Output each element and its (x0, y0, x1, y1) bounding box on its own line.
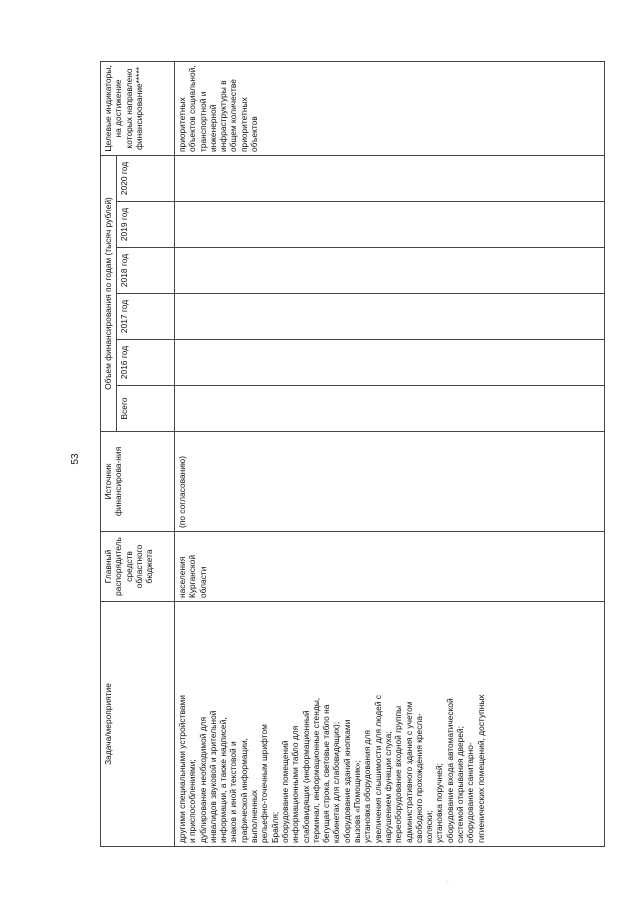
administrator-cell: населения Курганской области (175, 532, 605, 602)
task-line: графической информации, (238, 738, 249, 843)
task-line: оборудование санитарно- (465, 742, 476, 843)
task-line: Брайля; (269, 811, 280, 843)
header-task: Задача/мероприятие (101, 602, 175, 847)
task-line: нарушением функции слуха; (382, 731, 393, 843)
header-administrator: Главный распорядитель средств областного бюджета (101, 532, 175, 602)
task-line: вызова «Помощник»; (352, 760, 363, 843)
task-line: оборудование помещений (279, 740, 290, 843)
task-line: увеличения слышимости для людей с (372, 695, 383, 843)
header-year-2018: 2018 год (117, 248, 175, 294)
total-cell (175, 386, 605, 432)
task-line: оборудование зданий кнопками (341, 719, 352, 843)
indicators-cell: приоритетных объектов социальной, транспортной и инженерной инфраструктуры в общем количестве приоритетных объектов (175, 62, 605, 156)
task-line: административного здания с учетом (403, 701, 414, 843)
task-line: кабинетах для слабовидящих); (331, 721, 342, 843)
header-year-2017: 2017 год (117, 294, 175, 340)
task-line: гигиенических помещений, доступных (475, 694, 486, 843)
task-line: системой открывания дверей; (455, 726, 466, 843)
header-year-2019: 2019 год (117, 202, 175, 248)
task-line: инвалидов звуковой и зрительной (207, 710, 218, 843)
source-cell: (по согласованию) (175, 432, 605, 532)
task-line: переоборудование входной группы (393, 705, 404, 843)
page-number: 53 (70, 453, 81, 465)
task-line: информационными табло для (290, 725, 301, 843)
rotated-table-container (100, 62, 605, 847)
task-line: другими специальными устройствами (177, 695, 187, 843)
task-line: дублирование необходимой для (197, 716, 208, 843)
task-line: установка поручней; (434, 763, 445, 843)
year-2016-cell (175, 340, 605, 386)
year-2020-cell (175, 156, 605, 202)
task-line: рельефно-точечным шрифтом (259, 724, 270, 843)
task-cell (175, 602, 605, 847)
header-indicators: Целевые индикаторы, на достижение которых направлено финансирование***** (101, 62, 175, 156)
header-volume-group: Объем финансирования по годам (тысяч рублей) (101, 156, 117, 432)
task-line: бегущая строка, световые табло на (321, 704, 332, 843)
header-source: Источник финансирова-ния (101, 432, 175, 532)
scan-mark: . (447, 878, 449, 884)
header-total: Всего (117, 386, 175, 432)
task-line: слабовидящих (информационный (300, 710, 311, 843)
year-2018-cell (175, 248, 605, 294)
task-line: установка оборудования для (362, 730, 373, 843)
table-row (175, 62, 605, 847)
header-year-2020: 2020 год (117, 156, 175, 202)
header-year-2016: 2016 год (117, 340, 175, 386)
task-line: информации, а также надписей, (218, 717, 229, 843)
header-row-1 (101, 62, 117, 847)
task-line: оборудование входа автоматической (444, 698, 455, 843)
task-line: выполненных (249, 789, 260, 843)
year-2019-cell (175, 202, 605, 248)
task-line: знаков и иной текстовой и (228, 741, 239, 843)
task-line: коляски; (424, 810, 435, 843)
year-2017-cell (175, 294, 605, 340)
financing-table (100, 61, 605, 847)
task-line: терминал, информационные стенды, (310, 697, 321, 843)
task-line: и приспособлениями; (187, 759, 198, 843)
task-line: свободного прохождения кресла- (413, 713, 424, 843)
